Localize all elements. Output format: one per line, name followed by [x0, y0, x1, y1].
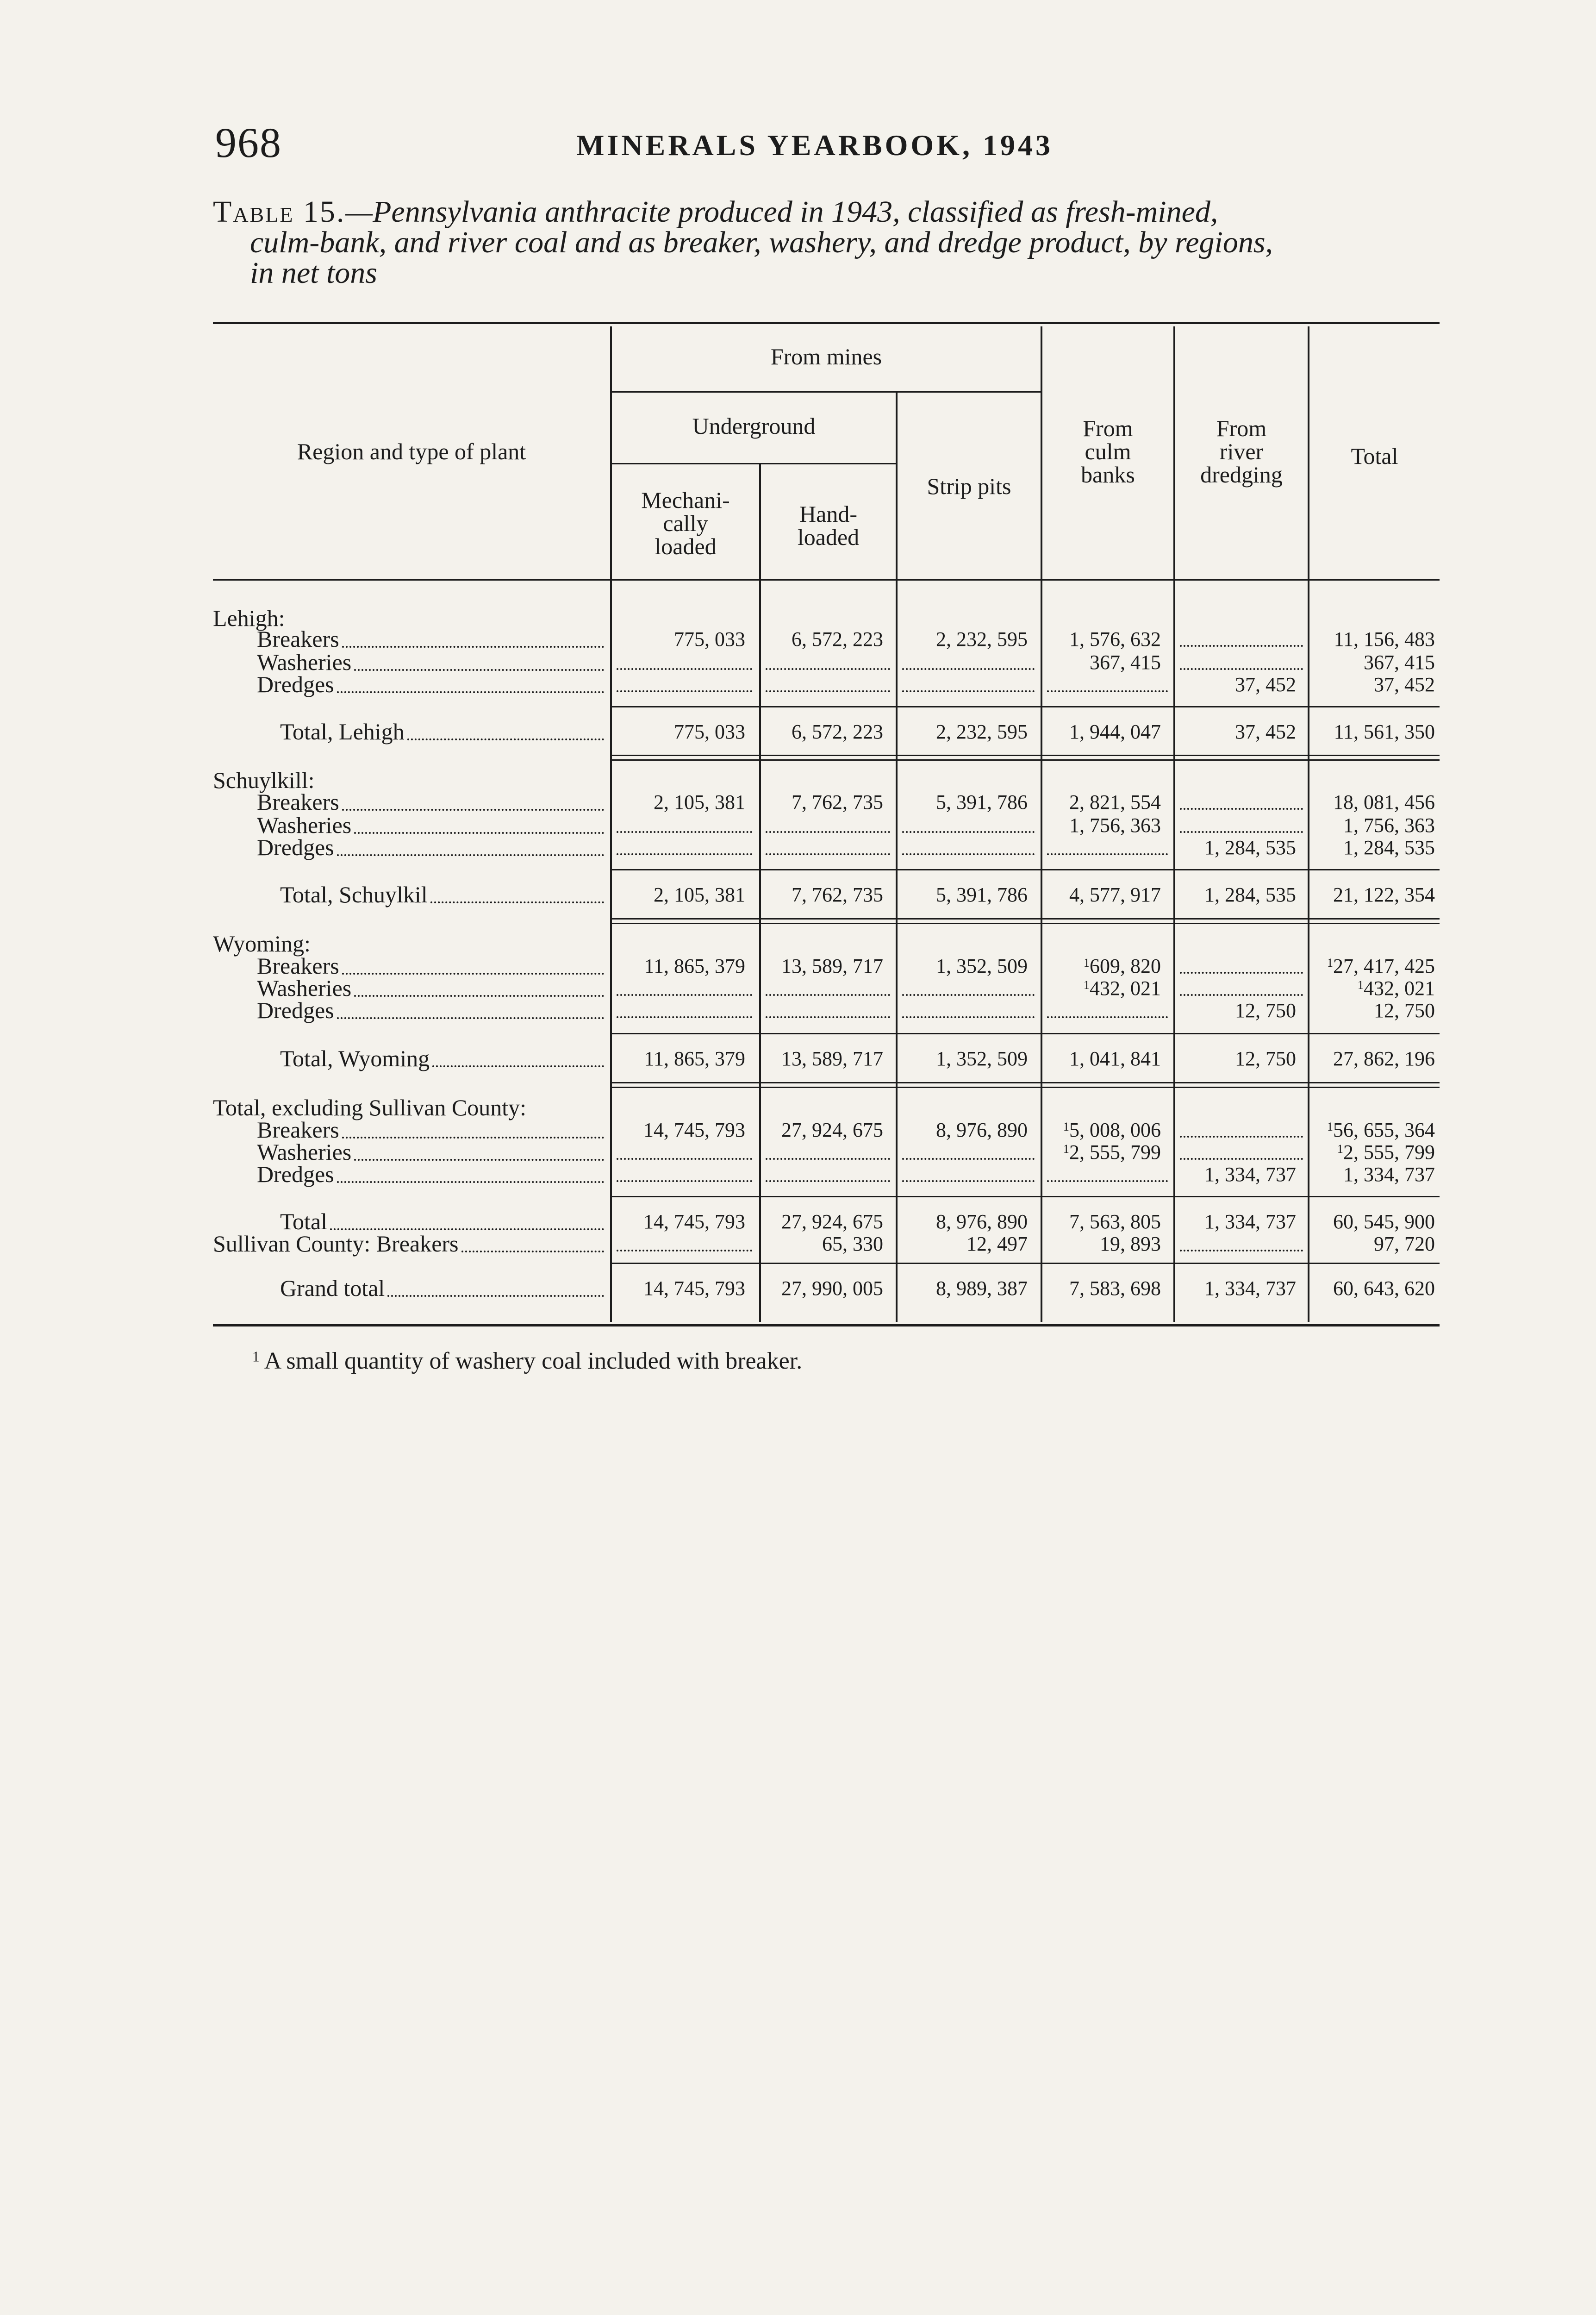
row-label [257, 1118, 339, 1141]
table-cell [936, 1212, 1028, 1232]
cell-value: 1, 576, 632 [1069, 628, 1161, 651]
row-label-text: Dredges [257, 834, 334, 860]
table-cell [1063, 1142, 1161, 1163]
table-cell [822, 1234, 883, 1254]
table-cell [966, 1234, 1028, 1254]
cell-value: 2, 105, 381 [654, 883, 745, 906]
table-cell [1100, 1234, 1161, 1254]
cell-value: 6, 572, 223 [792, 628, 883, 651]
footnote-ref: 1 [1063, 1141, 1069, 1156]
cell-value: 7, 762, 735 [792, 791, 883, 813]
dot-leader [407, 738, 604, 740]
cell-value: 432, 021 [1364, 977, 1435, 1000]
table-cell [674, 629, 745, 650]
empty-cell-leader [617, 1180, 752, 1182]
empty-cell-leader [902, 1158, 1035, 1160]
row-separator [610, 1033, 1440, 1034]
empty-cell-leader [617, 668, 752, 670]
from-mines-underline [610, 391, 1041, 393]
col-header-culm-banks: From culm banks [1081, 415, 1135, 488]
col-header-total: Total [1351, 443, 1398, 469]
empty-cell-leader [617, 831, 752, 833]
cell-value: 18, 081, 456 [1333, 791, 1435, 813]
row-label-text: Total, Lehigh [280, 719, 405, 745]
table-cell [643, 1120, 745, 1140]
table-cell [781, 1212, 883, 1232]
empty-cell-leader [766, 1016, 890, 1018]
empty-cell-leader [766, 831, 890, 833]
page-number: 968 [215, 119, 282, 166]
footnote-ref: 1 [1357, 977, 1364, 992]
table-cell [1204, 1164, 1296, 1185]
cell-value: 1, 041, 841 [1069, 1047, 1161, 1070]
table-cell [1084, 956, 1161, 976]
empty-cell-leader [617, 994, 752, 996]
cell-value: 7, 762, 735 [792, 883, 883, 906]
cell-value: 14, 745, 793 [643, 1119, 745, 1141]
table-cell [1069, 629, 1161, 650]
empty-cell-leader [766, 853, 890, 855]
row-label [257, 651, 351, 674]
row-label-text: Grand total [280, 1275, 385, 1301]
table-cell [1358, 978, 1435, 999]
cell-value: 12, 497 [966, 1233, 1028, 1255]
cell-value: 37, 452 [1235, 720, 1296, 743]
table-cell [1204, 838, 1296, 858]
col-header-mechanically-loaded: Mechani- cally loaded [641, 487, 730, 559]
table-cell [1204, 1212, 1296, 1232]
table-cell [781, 956, 883, 976]
cell-value: 4, 577, 917 [1069, 883, 1161, 906]
table-cell [1374, 1234, 1435, 1254]
row-separator [610, 759, 1440, 761]
empty-cell-leader [1180, 808, 1303, 810]
cell-value: 2, 555, 799 [1069, 1141, 1161, 1164]
row-label [257, 1163, 334, 1186]
table-cell [1069, 1212, 1161, 1232]
footnote-marker: 1 [252, 1348, 260, 1365]
cell-value: 13, 589, 717 [781, 955, 883, 977]
dot-leader [337, 1017, 604, 1019]
row-separator [610, 706, 1440, 707]
cell-value: 97, 720 [1374, 1233, 1435, 1255]
row-label [280, 1210, 327, 1233]
footnote-ref: 1 [1063, 1119, 1069, 1133]
cell-value: 5, 008, 006 [1069, 1119, 1161, 1141]
table-cell [1337, 1142, 1435, 1163]
table-cell [1343, 815, 1435, 836]
table-caption [213, 197, 1444, 288]
cell-value: 1, 334, 737 [1343, 1163, 1435, 1186]
col-divider [610, 326, 612, 1322]
cell-value: 27, 417, 425 [1333, 955, 1435, 977]
empty-cell-leader [902, 1180, 1035, 1182]
dot-leader [330, 1228, 604, 1230]
empty-cell-leader [1180, 994, 1303, 996]
table-cell [1334, 722, 1435, 742]
row-label [213, 1232, 459, 1255]
table-cell [1327, 956, 1435, 976]
cell-value: 1, 756, 363 [1069, 814, 1161, 837]
table-cell [1204, 885, 1296, 905]
cell-value: 1, 334, 737 [1204, 1277, 1296, 1300]
empty-cell-leader [617, 1250, 752, 1251]
table-cell [936, 792, 1028, 813]
row-label [257, 627, 339, 651]
row-label [257, 813, 351, 837]
row-label [257, 790, 339, 813]
running-title: MINERALS YEARBOOK, 1943 [576, 129, 1053, 162]
table-cell [654, 792, 745, 813]
footnote-ref: 1 [1327, 955, 1333, 970]
dot-leader [354, 995, 604, 997]
table-cell [936, 885, 1028, 905]
dot-leader [337, 691, 604, 693]
table-cell [1069, 885, 1161, 905]
table-cell [1334, 629, 1435, 650]
table-cell [1333, 1278, 1435, 1299]
cell-value: 2, 232, 595 [936, 720, 1028, 743]
row-label [213, 932, 311, 955]
footnote-ref: 1 [1083, 977, 1090, 992]
cell-value: 11, 156, 483 [1334, 628, 1435, 651]
empty-cell-leader [902, 1016, 1035, 1018]
dot-leader [342, 809, 604, 811]
row-label [213, 1096, 526, 1119]
cell-value: 8, 989, 387 [936, 1277, 1028, 1300]
empty-cell-leader [902, 994, 1035, 996]
row-label-text: Washeries [257, 649, 352, 675]
table-cell [1090, 652, 1161, 673]
page-header [215, 118, 1076, 174]
cell-value: 1, 334, 737 [1204, 1210, 1296, 1233]
cell-value: 5, 391, 786 [936, 791, 1028, 813]
underground-underline [610, 463, 896, 464]
row-label-text: Total, Wyoming [280, 1045, 430, 1071]
table-cell [1084, 978, 1161, 999]
cell-value: 65, 330 [822, 1233, 883, 1255]
row-label [257, 1140, 351, 1164]
col-header-strip-pits: Strip pits [927, 473, 1011, 499]
empty-cell-leader [617, 1158, 752, 1160]
table-cell [674, 722, 745, 742]
caption-line-2: culm-bank, and river coal and as breaker, washery, and dredge product, by regions, [250, 225, 1273, 259]
col-header-underground: Underground [692, 413, 816, 439]
dot-leader [337, 1181, 604, 1183]
cell-value: 11, 865, 379 [644, 955, 745, 977]
caption-line-1: —Pennsylvania anthracite produced in 1943, classified as fresh-mined, [345, 195, 1218, 229]
table-cell [1364, 652, 1435, 673]
cell-value: 2, 555, 799 [1343, 1141, 1435, 1164]
table-cell [781, 1278, 883, 1299]
table-cell [654, 885, 745, 905]
table-top-rule [213, 322, 1440, 324]
cell-value: 27, 862, 196 [1333, 1047, 1435, 1070]
dot-leader [461, 1251, 605, 1252]
empty-cell-leader [766, 994, 890, 996]
row-label-text: Dredges [257, 997, 334, 1023]
table-cell [644, 1049, 745, 1069]
dot-leader [342, 973, 604, 975]
table-cell [1235, 1049, 1296, 1069]
col-header-hand-loaded: Hand- loaded [797, 501, 860, 550]
empty-cell-leader [1180, 831, 1303, 833]
cell-value: 60, 643, 620 [1333, 1277, 1435, 1300]
caption-line-3: in net tons [250, 256, 377, 290]
table-cell [792, 629, 883, 650]
table-cell [643, 1278, 745, 1299]
row-label [257, 999, 334, 1022]
empty-cell-leader [766, 1180, 890, 1182]
cell-value: 367, 415 [1090, 651, 1161, 674]
cell-value: 775, 033 [674, 628, 745, 651]
table-cell [1343, 1164, 1435, 1185]
cell-value: 11, 865, 379 [644, 1047, 745, 1070]
table-cell [936, 629, 1028, 650]
row-label [257, 673, 334, 696]
header-bottom-rule [213, 579, 1440, 581]
dot-leader [354, 1159, 604, 1161]
row-separator [610, 755, 1440, 756]
footnote-ref: 1 [1327, 1119, 1333, 1133]
table-cell [792, 722, 883, 742]
table-cell [1069, 722, 1161, 742]
row-label [213, 769, 314, 792]
cell-value: 14, 745, 793 [643, 1277, 745, 1300]
cell-value: 1, 944, 047 [1069, 720, 1161, 743]
table-cell [936, 722, 1028, 742]
row-label-text: Schuylkill: [213, 767, 315, 793]
cell-value: 13, 589, 717 [781, 1047, 883, 1070]
cell-value: 37, 452 [1374, 673, 1435, 696]
cell-value: 56, 655, 364 [1333, 1119, 1435, 1141]
row-separator [610, 918, 1440, 920]
empty-cell-leader [902, 831, 1035, 833]
table-cell [1069, 1278, 1161, 1299]
col-divider [1308, 326, 1309, 1322]
cell-value: 11, 561, 350 [1334, 720, 1435, 743]
table-cell [1235, 722, 1296, 742]
cell-value: 19, 893 [1100, 1233, 1161, 1255]
row-label-text: Dredges [257, 671, 334, 697]
row-label [257, 976, 351, 1000]
row-separator [610, 1082, 1440, 1083]
dot-leader [342, 1137, 604, 1139]
table-cell [1069, 815, 1161, 836]
cell-value: 27, 924, 675 [781, 1119, 883, 1141]
empty-cell-leader [766, 1158, 890, 1160]
cell-value: 609, 820 [1090, 955, 1161, 977]
col-header-region: Region and type of plant [297, 438, 526, 464]
empty-cell-leader [1180, 972, 1303, 974]
table-cell [781, 1049, 883, 1069]
table-cell [644, 956, 745, 976]
cell-value: 1, 284, 535 [1204, 883, 1296, 906]
row-label-text: Sullivan County: Breakers [213, 1231, 459, 1257]
col-divider [896, 391, 898, 1322]
empty-cell-leader [902, 668, 1035, 670]
row-label [280, 1276, 385, 1300]
cell-value: 8, 976, 890 [936, 1119, 1028, 1141]
row-label-text: Total, Schuylkil [280, 882, 428, 907]
cell-value: 60, 545, 900 [1333, 1210, 1435, 1233]
row-label-text: Total [280, 1208, 328, 1234]
row-label-text: Washeries [257, 812, 352, 838]
cell-value: 6, 572, 223 [792, 720, 883, 743]
table-cell [792, 885, 883, 905]
table-cell [1374, 1001, 1435, 1021]
table-cell [792, 792, 883, 813]
table-cell [1343, 838, 1435, 858]
row-label-text: Lehigh: [213, 605, 285, 631]
empty-cell-leader [1180, 645, 1303, 647]
empty-cell-leader [766, 668, 890, 670]
table-number: Table 15. [213, 195, 346, 229]
dot-leader [342, 646, 604, 648]
empty-cell-leader [902, 690, 1035, 692]
empty-cell-leader [617, 690, 752, 692]
table-cell [1204, 1278, 1296, 1299]
row-label-text: Washeries [257, 975, 352, 1001]
empty-cell-leader [766, 690, 890, 692]
dot-leader [430, 901, 604, 903]
table-cell [781, 1120, 883, 1140]
table-cell [643, 1212, 745, 1232]
cell-value: 14, 745, 793 [643, 1210, 745, 1233]
footnote [252, 1347, 802, 1375]
empty-cell-leader [1180, 1158, 1303, 1160]
cell-value: 432, 021 [1090, 977, 1161, 1000]
table-bottom-rule [213, 1324, 1440, 1326]
cell-value: 7, 563, 805 [1069, 1210, 1161, 1233]
table-cell [1069, 792, 1161, 813]
row-label-text: Washeries [257, 1139, 352, 1165]
row-label-text: Dredges [257, 1161, 334, 1187]
table-cell [1333, 1049, 1435, 1069]
dot-leader [354, 832, 604, 834]
cell-value: 7, 583, 698 [1069, 1277, 1161, 1300]
empty-cell-leader [1180, 668, 1303, 670]
empty-cell-leader [1047, 1180, 1168, 1182]
cell-value: 27, 990, 005 [781, 1277, 883, 1300]
col-header-river-dredging: From river dredging [1200, 415, 1283, 488]
row-label-text: Breakers [257, 1117, 339, 1143]
cell-value: 1, 352, 509 [936, 955, 1028, 977]
footnote-ref: 1 [1337, 1141, 1343, 1156]
cell-value: 2, 821, 554 [1069, 791, 1161, 813]
cell-value: 5, 391, 786 [936, 883, 1028, 906]
empty-cell-leader [1047, 690, 1168, 692]
cell-value: 12, 750 [1235, 1047, 1296, 1070]
empty-cell-leader [1047, 853, 1168, 855]
table-cell [1235, 1001, 1296, 1021]
row-label [257, 836, 334, 859]
table-cell [936, 1120, 1028, 1140]
empty-cell-leader [617, 1016, 752, 1018]
empty-cell-leader [1180, 1136, 1303, 1138]
row-label [280, 1047, 430, 1070]
row-label-text: Breakers [257, 953, 339, 979]
cell-value: 12, 750 [1374, 999, 1435, 1022]
row-label-text: Breakers [257, 626, 339, 652]
table-cell [936, 1278, 1028, 1299]
table-cell [936, 1049, 1028, 1069]
row-separator [610, 923, 1440, 924]
anthracite-table [213, 322, 1440, 1326]
dot-leader [354, 669, 604, 671]
table-cell [1063, 1120, 1161, 1140]
footnote-ref: 1 [1083, 955, 1090, 970]
table-cell [936, 956, 1028, 976]
table-cell [1235, 675, 1296, 695]
cell-value: 2, 232, 595 [936, 628, 1028, 651]
empty-cell-leader [902, 853, 1035, 855]
cell-value: 8, 976, 890 [936, 1210, 1028, 1233]
dot-leader [432, 1065, 604, 1067]
row-separator [610, 1196, 1440, 1197]
cell-value: 1, 334, 737 [1204, 1163, 1296, 1186]
row-separator [610, 1087, 1440, 1088]
row-label-text: Total, excluding Sullivan County: [213, 1095, 527, 1120]
empty-cell-leader [1047, 1016, 1168, 1018]
cell-value: 1, 756, 363 [1343, 814, 1435, 837]
row-separator [610, 869, 1440, 870]
row-separator [610, 1263, 1440, 1264]
footnote-text: A small quantity of washery coal included with breaker. [264, 1348, 803, 1374]
row-label-text: Wyoming: [213, 931, 311, 957]
cell-value: 21, 122, 354 [1333, 883, 1435, 906]
cell-value: 2, 105, 381 [654, 791, 745, 813]
table-cell [1333, 885, 1435, 905]
cell-value: 12, 750 [1235, 999, 1296, 1022]
row-label [257, 954, 339, 977]
table-cell [1374, 675, 1435, 695]
row-label-text: Breakers [257, 789, 339, 815]
row-label [280, 720, 405, 743]
empty-cell-leader [617, 853, 752, 855]
cell-value: 1, 284, 535 [1343, 836, 1435, 859]
table-cell [1069, 1049, 1161, 1069]
empty-cell-leader [1180, 1250, 1303, 1251]
col-header-from-mines: From mines [770, 344, 882, 369]
col-divider [759, 463, 761, 1322]
row-label [280, 883, 428, 906]
cell-value: 1, 284, 535 [1204, 836, 1296, 859]
cell-value: 27, 924, 675 [781, 1210, 883, 1233]
table-cell [1333, 1212, 1435, 1232]
dot-leader [387, 1295, 604, 1297]
dot-leader [337, 854, 604, 856]
cell-value: 367, 415 [1364, 651, 1435, 674]
cell-value: 1, 352, 509 [936, 1047, 1028, 1070]
cell-value: 775, 033 [674, 720, 745, 743]
table-cell [1327, 1120, 1435, 1140]
cell-value: 37, 452 [1235, 673, 1296, 696]
table-cell [1333, 792, 1435, 813]
